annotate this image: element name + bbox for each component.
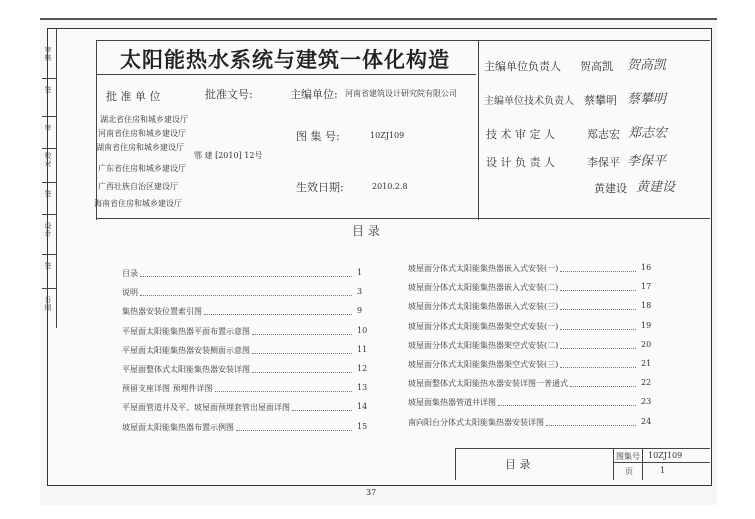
side-label: 审	[44, 124, 52, 132]
toc-leader-dots	[252, 353, 352, 354]
responsible-name: 贺高凯	[580, 60, 613, 73]
toc-leader-dots	[292, 410, 352, 411]
toc-leader-dots	[560, 367, 636, 368]
side-divider	[42, 182, 56, 183]
toc-leader-dots	[570, 386, 636, 387]
toc-entry-label[interactable]: 预留支座详图 预埋件详图	[122, 384, 213, 394]
toc-entry-page: 22	[641, 378, 652, 388]
title-block-name: 目 录	[505, 458, 531, 471]
title-block-page-value: 1	[660, 466, 666, 475]
side-label: 日期	[44, 296, 52, 312]
atlas-no-value: 10ZJ109	[370, 131, 405, 140]
signature: 贺高凯	[627, 58, 667, 73]
title-block-atlas-value: 10ZJ109	[648, 451, 683, 460]
toc-leader-dots	[252, 372, 352, 373]
toc-entry-page: 11	[357, 344, 368, 354]
toc-entry-label[interactable]: 平屋面整体式太阳能集热器安装详图	[122, 365, 250, 374]
responsible-name: 李保平	[587, 156, 620, 169]
toc-entry-page: 16	[641, 263, 652, 272]
side-label: 签	[44, 262, 52, 270]
toc-entry-label[interactable]: 南向阳台分体式太阳能集热器安装详图	[408, 417, 544, 427]
toc-entry-label[interactable]: 平屋面太阳能集热器安装侧面示意图	[122, 345, 250, 355]
toc-entry-label[interactable]: 平屋面管道井及平、坡屋面预埋套管出屋面详图	[122, 403, 290, 413]
toc-entry-page: 17	[641, 282, 652, 292]
header-bottom-line	[96, 218, 710, 219]
toc-entry-label[interactable]: 坡屋面太阳能集热器布置示例图	[122, 422, 234, 432]
side-divider	[42, 148, 56, 149]
toc-entry-label[interactable]: 平屋面太阳能集热器平面布置示意图	[122, 326, 250, 336]
responsible-role: 主编单位负责人	[484, 60, 561, 73]
header-vertical-divider	[478, 40, 479, 220]
approval-doc-value: 鄂 建 [2010] 12号	[194, 151, 263, 160]
toc-leader-dots	[560, 271, 636, 272]
title-block-top	[455, 448, 710, 449]
editor-unit-value: 河南省建筑设计研究院有限公司	[345, 89, 457, 98]
toc-entry-page: 21	[641, 359, 652, 368]
signature: 李保平	[627, 154, 667, 169]
toc-leader-dots	[560, 329, 636, 330]
toc-title: 目 录	[352, 224, 380, 238]
toc-leader-dots	[252, 334, 352, 335]
toc-entry-page: 1	[357, 268, 363, 277]
approval-unit: 海南省住房和城乡建设厅	[94, 199, 182, 208]
approval-unit: 广东省住房和城乡建设厅	[98, 164, 186, 173]
title-block-page-label: 页	[625, 467, 633, 476]
toc-entry-page: 24	[641, 416, 652, 426]
toc-entry-page: 18	[641, 301, 652, 311]
side-label: 设计	[44, 222, 52, 238]
toc-entry-label[interactable]: 坡屋面分体式太阳能集热器嵌入式安装(三)	[408, 302, 559, 312]
header-left-line	[96, 40, 97, 220]
editor-unit-label: 主编单位:	[290, 88, 338, 101]
toc-leader-dots	[140, 295, 352, 296]
toc-entry-label[interactable]: 坡屋面分体式太阳能集热器架空式安装(一)	[408, 321, 559, 331]
toc-entry-page: 19	[641, 320, 652, 330]
side-label: 校对	[44, 152, 52, 168]
approval-unit-label: 批 准 单 位	[106, 90, 161, 103]
title-block-left	[455, 448, 456, 480]
title-block-divider	[642, 448, 643, 480]
toc-entry-page: 15	[357, 421, 368, 431]
toc-entry-page: 14	[357, 402, 368, 412]
toc-entry-label[interactable]: 说明	[122, 288, 138, 298]
toc-leader-dots	[560, 309, 636, 310]
side-divider	[42, 214, 56, 215]
toc-leader-dots	[498, 405, 636, 406]
approval-unit: 湖北省住房和城乡建设厅	[100, 115, 188, 124]
toc-leader-dots	[140, 276, 352, 277]
header-top-line	[96, 40, 710, 41]
side-label: 签	[44, 190, 52, 198]
responsible-name: 郑志宏	[587, 128, 620, 141]
document-title: 太阳能热水系统与建筑一体化构造	[120, 48, 450, 72]
responsible-name: 黄建设	[594, 182, 627, 195]
responsible-name: 蔡攀明	[584, 94, 617, 107]
toc-entry-label[interactable]: 坡屋面集热器管道井详图	[408, 398, 496, 408]
toc-entry-label[interactable]: 坡屋面分体式太阳能集热器架空式安装(三)	[408, 360, 559, 369]
side-divider	[42, 116, 56, 117]
toc-leader-dots	[204, 314, 352, 315]
side-divider	[42, 254, 56, 255]
side-divider	[42, 78, 56, 79]
toc-entry-label[interactable]: 坡屋面整体式太阳能热水器安装详图一普通式	[408, 379, 568, 389]
title-block-atlas-label: 图集号	[616, 452, 640, 461]
toc-entry-page: 10	[357, 325, 368, 335]
toc-entry-page: 20	[641, 339, 652, 349]
signature: 郑志宏	[628, 126, 668, 141]
toc-entry-page: 12	[357, 364, 368, 373]
toc-entry-page: 3	[357, 287, 363, 297]
toc-entry-page: 13	[357, 383, 368, 393]
toc-leader-dots	[546, 425, 636, 426]
toc-entry-label[interactable]: 坡屋面分体式太阳能集热器嵌入式安装(一)	[408, 264, 559, 273]
responsible-role: 设 计 负 责 人	[486, 156, 555, 169]
approval-unit: 湖南省住房和城乡建设厅	[96, 143, 184, 152]
signature: 黄建设	[636, 180, 676, 195]
side-label: 签	[44, 86, 52, 94]
header-divider	[96, 74, 476, 75]
atlas-no-label: 图 集 号:	[296, 130, 340, 143]
toc-entry-page: 9	[357, 306, 363, 316]
binding-strip-line	[56, 28, 57, 328]
approval-unit: 广西壮族自治区建设厅	[98, 182, 178, 191]
approval-unit: 河南省住房和城乡建设厅	[98, 129, 186, 138]
side-label: 审核	[44, 46, 52, 62]
page-number: 37	[366, 488, 377, 497]
title-block-row-line	[613, 462, 710, 463]
toc-leader-dots	[560, 348, 636, 349]
toc-entry-label[interactable]: 坡屋面分体式太阳能集热器架空式安装(二)	[408, 340, 559, 350]
responsible-role: 技 术 审 定 人	[486, 128, 555, 141]
title-block-divider	[613, 448, 614, 480]
effective-date-label: 生效日期:	[296, 181, 344, 194]
signature: 蔡攀明	[627, 92, 667, 107]
side-divider	[42, 288, 56, 289]
toc-entry-label[interactable]: 集热器安装位置索引图	[122, 307, 202, 317]
toc-leader-dots	[215, 391, 352, 392]
toc-entry-page: 23	[641, 397, 652, 407]
toc-entry-label[interactable]: 坡屋面分体式太阳能集热器嵌入式安装(二)	[408, 283, 559, 293]
toc-leader-dots	[560, 290, 636, 291]
responsible-role: 主编单位技术负责人	[484, 96, 574, 107]
approval-doc-label: 批准文号:	[205, 88, 253, 101]
effective-date-value: 2010.2.8	[372, 182, 408, 191]
toc-entry-label[interactable]: 目录	[122, 269, 138, 278]
toc-leader-dots	[236, 430, 352, 431]
